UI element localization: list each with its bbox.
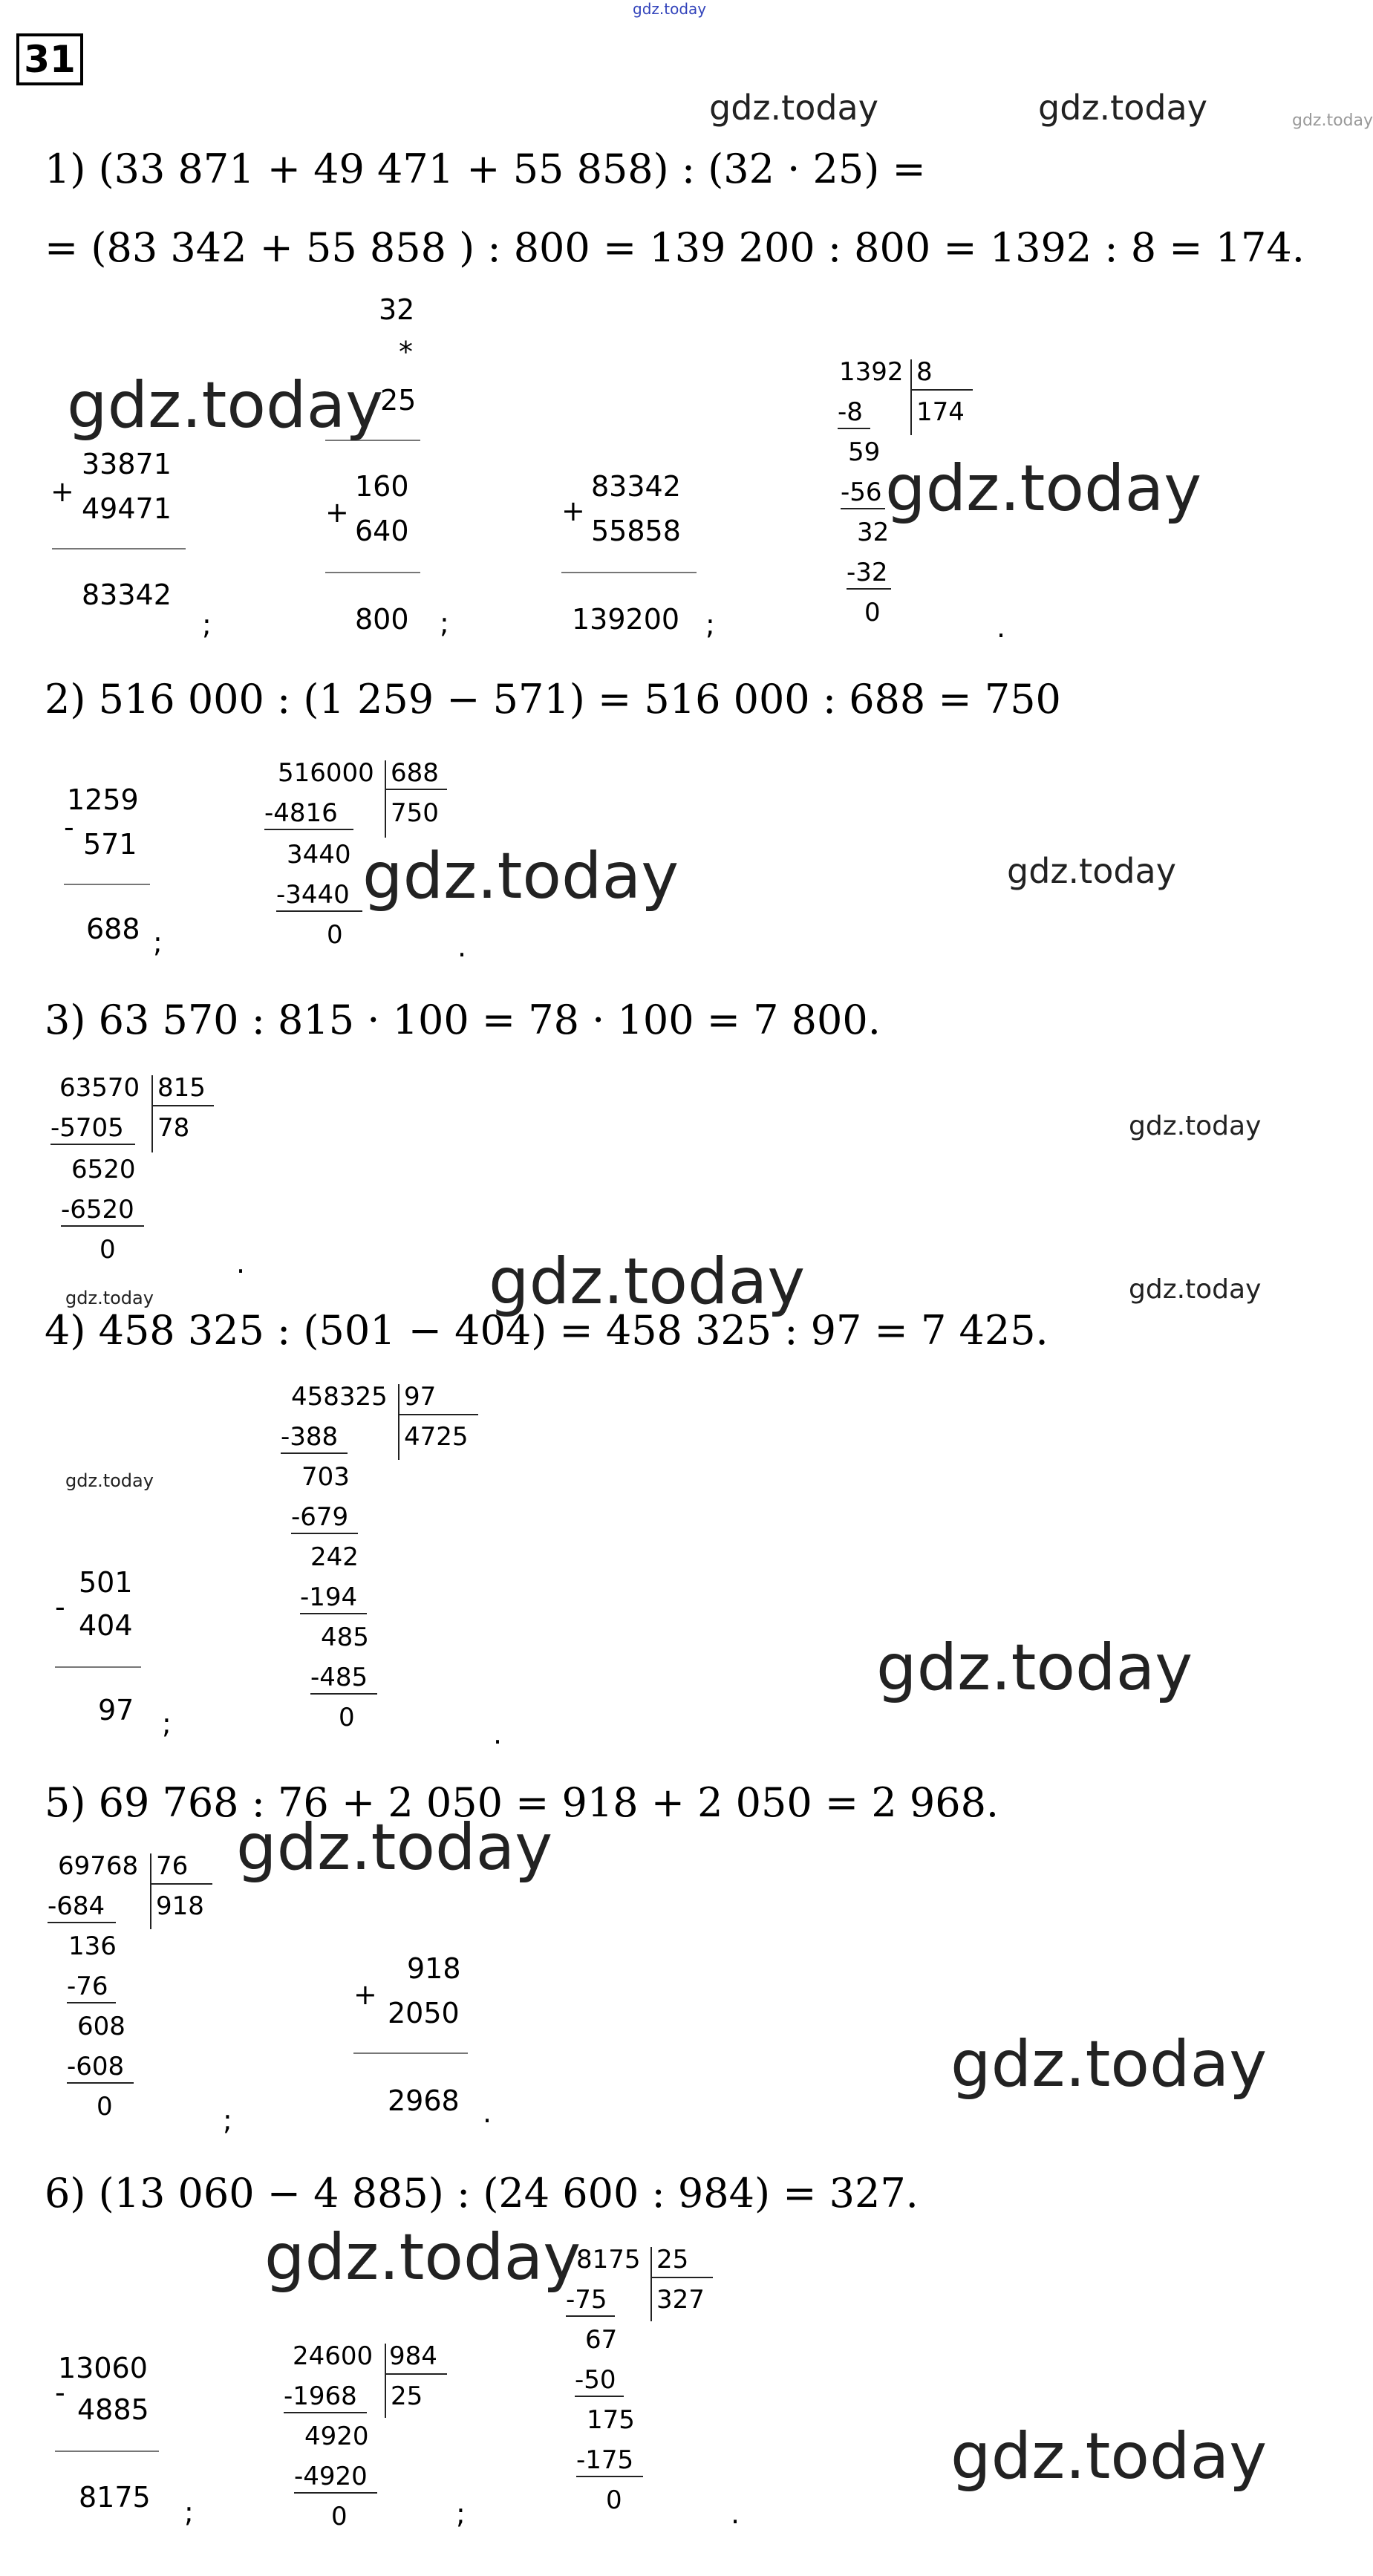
div-bar — [151, 1075, 153, 1152]
watermark: gdz.today — [1129, 1111, 1262, 1141]
watermark: gdz.today — [885, 451, 1202, 526]
semicolon: ; — [184, 2496, 194, 2528]
watermark: gdz.today — [362, 839, 679, 913]
problem-5-expression: 5) 69 768 : 76 + 2 050 = 918 + 2 050 = 2 968. — [45, 1779, 999, 1826]
div-divisor: 815 — [157, 1073, 206, 1103]
div-step: -4920 — [294, 2462, 368, 2491]
addend: 83342 — [591, 470, 681, 503]
div-dividend: 8175 — [576, 2245, 641, 2275]
rule — [52, 548, 186, 550]
underline — [838, 428, 870, 429]
watermark: gdz.today — [67, 368, 384, 443]
watermark: gdz.today — [1007, 851, 1176, 891]
problem-6-expression: 6) (13 060 − 4 885) : (24 600 : 984) = 327. — [45, 2170, 919, 2217]
minuend: 501 — [79, 1566, 133, 1599]
addend: 2050 — [388, 1997, 460, 2029]
rule — [561, 572, 697, 573]
div-bar — [650, 2247, 652, 2321]
underline — [576, 2476, 643, 2477]
minuend: 1259 — [67, 783, 139, 816]
div-step: 136 — [68, 1931, 117, 1961]
watermark: gdz.today — [65, 1288, 154, 1308]
underline — [284, 2412, 367, 2413]
watermark: gdz.today — [1038, 88, 1207, 128]
subtrahend: 404 — [79, 1609, 133, 1642]
underline — [50, 1144, 135, 1145]
period: . — [493, 1718, 503, 1750]
period: . — [483, 2096, 492, 2129]
div-divisor: 76 — [156, 1851, 189, 1881]
div-step: 6520 — [71, 1155, 136, 1184]
semicolon: ; — [456, 2497, 466, 2530]
addend: 49471 — [82, 492, 172, 525]
div-step: 175 — [587, 2405, 635, 2435]
period: . — [236, 1247, 246, 1279]
plus-sign: + — [325, 496, 349, 529]
watermark: gdz.today — [1292, 111, 1373, 130]
addend: 918 — [407, 1952, 461, 1985]
rule — [64, 884, 150, 885]
div-quotient: 327 — [656, 2285, 705, 2315]
div-step: 608 — [77, 2012, 125, 2041]
div-hbar — [150, 1883, 212, 1885]
mul-operand: 25 — [380, 384, 417, 417]
watermark: gdz.today — [709, 88, 878, 128]
div-dividend: 458325 — [291, 1382, 388, 1412]
div-dividend: 24600 — [293, 2341, 374, 2371]
mul-operand: 32 — [379, 293, 415, 326]
underline — [566, 2315, 615, 2317]
underline — [276, 910, 362, 912]
problem-2-expression: 2) 516 000 : (1 259 − 571) = 516 000 : 688 = 750 — [45, 676, 1061, 723]
underline — [575, 2396, 624, 2397]
mul-sign: * — [399, 336, 413, 368]
addend: 33871 — [82, 448, 172, 480]
div-dividend: 69768 — [58, 1851, 139, 1881]
div-step: 0 — [606, 2485, 622, 2515]
div-quotient: 25 — [391, 2381, 423, 2411]
div-step: -679 — [291, 1502, 349, 1532]
semicolon: ; — [153, 926, 163, 959]
watermark: gdz.today — [65, 1470, 154, 1491]
underline — [281, 1452, 348, 1454]
semicolon: ; — [202, 608, 212, 641]
underline — [841, 508, 885, 509]
div-step: 0 — [864, 598, 881, 627]
plus-sign: + — [50, 475, 74, 508]
sum: 83342 — [82, 578, 172, 611]
div-hbar — [151, 1105, 214, 1106]
div-quotient: 78 — [157, 1113, 190, 1143]
subtrahend: 571 — [83, 828, 137, 861]
div-dividend: 1392 — [839, 357, 904, 387]
div-step: -50 — [575, 2365, 616, 2395]
div-divisor: 8 — [916, 357, 933, 387]
underline — [291, 1533, 358, 1534]
div-step: -485 — [310, 1663, 368, 1692]
watermark: gdz.today — [236, 1810, 553, 1885]
underline — [48, 1922, 116, 1923]
subtrahend: 4885 — [77, 2393, 149, 2426]
div-step: -3440 — [276, 880, 350, 910]
difference: 97 — [98, 1694, 134, 1726]
rule — [55, 2451, 159, 2452]
div-quotient: 750 — [391, 798, 439, 828]
div-step: -8 — [838, 397, 863, 427]
semicolon: ; — [162, 1707, 172, 1740]
plus-sign: + — [561, 495, 585, 527]
div-divisor: 97 — [404, 1382, 437, 1412]
sum: 139200 — [572, 603, 680, 636]
div-quotient: 174 — [916, 397, 965, 427]
watermark: gdz.today — [264, 2220, 581, 2295]
div-step: 703 — [301, 1462, 350, 1492]
watermark: gdz.today — [950, 2419, 1268, 2494]
div-step: 0 — [331, 2502, 348, 2531]
watermark: gdz.today — [489, 1245, 806, 1319]
rule — [55, 1666, 141, 1668]
div-step: 0 — [339, 1703, 355, 1732]
task-number-badge: 31 — [16, 33, 83, 85]
underline — [61, 1225, 144, 1227]
difference: 8175 — [79, 2481, 151, 2514]
watermark: gdz.today — [1129, 1274, 1262, 1305]
underline — [67, 2002, 116, 2003]
div-hbar — [650, 2277, 713, 2278]
div-divisor: 25 — [656, 2245, 689, 2275]
div-bar — [398, 1384, 399, 1460]
minus-sign: - — [64, 811, 74, 844]
addend: 55858 — [591, 515, 681, 547]
div-hbar — [385, 2373, 447, 2375]
div-step: -194 — [300, 1582, 358, 1612]
div-divisor: 688 — [391, 758, 439, 788]
div-step: -175 — [576, 2445, 634, 2475]
semicolon: ; — [705, 608, 715, 641]
div-step: -4816 — [264, 798, 338, 828]
div-step: 0 — [327, 920, 343, 950]
div-hbar — [910, 389, 973, 391]
div-step: -32 — [847, 558, 888, 587]
div-step: 59 — [848, 437, 881, 467]
div-quotient: 918 — [156, 1891, 204, 1921]
minus-sign: - — [55, 2376, 65, 2409]
period: . — [457, 930, 467, 963]
div-step: -608 — [67, 2052, 125, 2081]
problem-3-expression: 3) 63 570 : 815 · 100 = 78 · 100 = 7 800. — [45, 997, 881, 1043]
partial-product: 160 — [355, 470, 409, 503]
underline — [294, 2492, 377, 2494]
partial-product: 640 — [355, 515, 409, 547]
div-bar — [910, 359, 912, 435]
plus-sign: + — [353, 1978, 377, 2011]
minus-sign: - — [55, 1591, 65, 1623]
div-bar — [150, 1853, 151, 1929]
div-step: 32 — [857, 518, 890, 547]
div-quotient: 4725 — [404, 1422, 469, 1452]
div-step: 0 — [97, 2092, 113, 2122]
top-watermark: gdz.today — [633, 0, 707, 18]
underline — [300, 1613, 367, 1614]
div-step: 242 — [310, 1542, 359, 1572]
period: . — [731, 2497, 740, 2530]
div-step: -56 — [841, 477, 882, 507]
div-step: -1968 — [284, 2381, 357, 2411]
div-step: -76 — [67, 1972, 108, 2001]
underline — [67, 2082, 134, 2084]
rule — [353, 2052, 468, 2054]
underline — [264, 829, 353, 830]
problem-1-expression-line1: 1) (33 871 + 49 471 + 55 858) : (32 · 25) = — [45, 146, 926, 192]
div-step: 67 — [585, 2325, 618, 2355]
div-step: 3440 — [287, 840, 351, 870]
underline — [847, 588, 891, 590]
div-bar — [385, 2344, 386, 2418]
semicolon: ; — [440, 607, 449, 639]
sum: 2968 — [388, 2084, 460, 2117]
div-hbar — [385, 789, 447, 790]
div-hbar — [398, 1414, 478, 1415]
div-divisor: 984 — [389, 2341, 437, 2371]
period: . — [997, 611, 1006, 644]
div-step: 485 — [321, 1623, 369, 1652]
watermark: gdz.today — [876, 1631, 1193, 1705]
div-step: 4920 — [304, 2422, 369, 2451]
div-bar — [385, 760, 386, 838]
div-step: -684 — [48, 1891, 105, 1921]
semicolon: ; — [223, 2104, 232, 2136]
div-step: -75 — [566, 2285, 607, 2315]
minuend: 13060 — [58, 2352, 148, 2384]
difference: 688 — [86, 913, 140, 945]
div-step: -6520 — [61, 1195, 134, 1225]
rule — [325, 572, 420, 573]
div-step: -388 — [281, 1422, 339, 1452]
div-step: -5705 — [50, 1113, 124, 1143]
mul-result: 800 — [355, 603, 409, 636]
div-step: 0 — [100, 1235, 116, 1265]
problem-4-expression: 4) 458 325 : (501 − 404) = 458 325 : 97 = 7 425. — [45, 1307, 1048, 1354]
watermark: gdz.today — [950, 2027, 1268, 2101]
div-dividend: 516000 — [278, 758, 374, 788]
problem-1-expression-line2: = (83 342 + 55 858 ) : 800 = 139 200 : 800 = 1392 : 8 = 174. — [45, 224, 1305, 271]
div-dividend: 63570 — [59, 1073, 140, 1103]
underline — [310, 1693, 377, 1695]
